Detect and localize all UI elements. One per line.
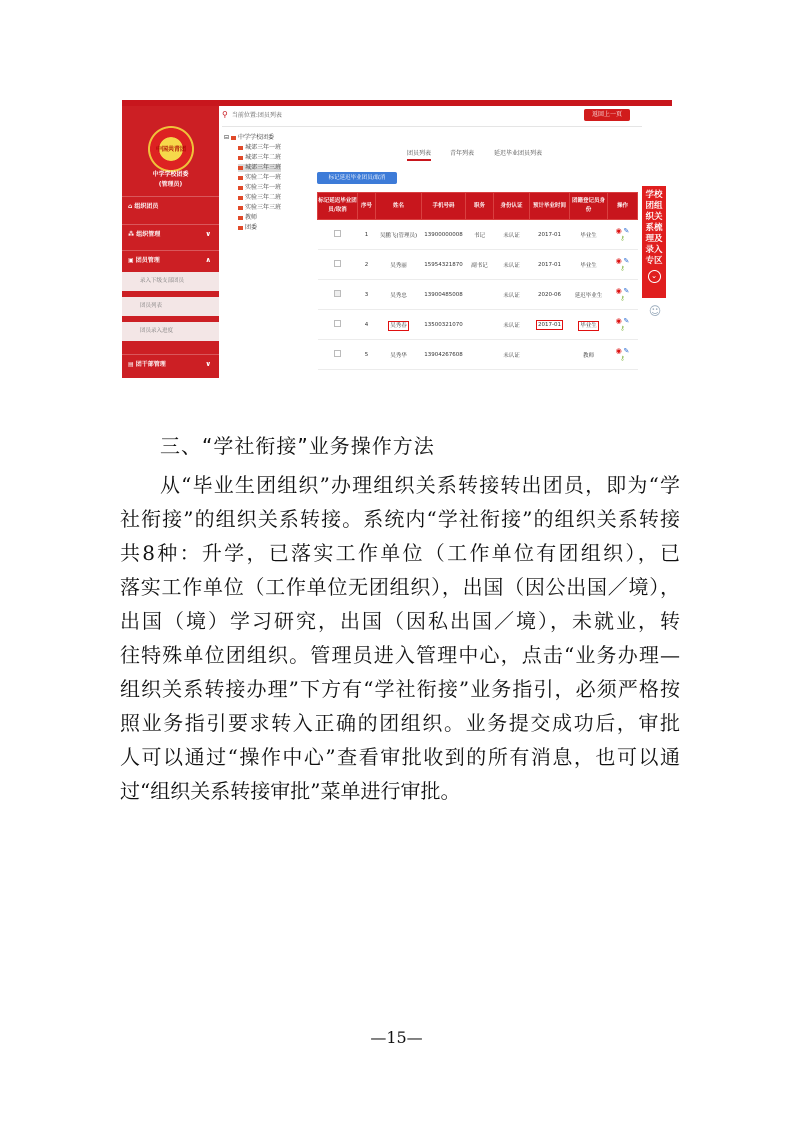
sidebar-bottom xyxy=(122,378,219,382)
tree-node-label: 实验三年三班 xyxy=(245,204,282,211)
special-zone-tab[interactable] xyxy=(642,186,666,298)
home-icon: ⌂ xyxy=(128,203,135,210)
chevron-down-icon: ∨ xyxy=(205,230,211,238)
view-icon[interactable]: ◉ xyxy=(615,227,622,235)
cell: 未认证 xyxy=(494,340,530,370)
location-pin-icon: ⚲ xyxy=(222,110,228,119)
cell: 13904267608 xyxy=(422,340,466,370)
cell: 延迟毕业生 xyxy=(570,280,608,310)
cell xyxy=(376,310,422,340)
table-header-row xyxy=(318,193,638,220)
folder-icon xyxy=(231,136,236,140)
cell: 15954321870 xyxy=(422,250,466,280)
row-actions xyxy=(608,220,638,250)
emblem-text: 中国共青团 xyxy=(155,146,186,153)
cell: 未认证 xyxy=(494,310,530,340)
col-header: 序号 xyxy=(358,193,376,220)
col-header: 预计毕业时间 xyxy=(530,193,570,220)
tree-node-label: 城郊三年二班 xyxy=(245,154,282,161)
tree-node[interactable] xyxy=(238,154,281,162)
cell: 2017-01 xyxy=(530,250,570,280)
view-icon[interactable]: ◉ xyxy=(615,287,622,295)
league-emblem-icon xyxy=(148,126,194,172)
section-heading: 三、“学社衔接”业务操作方法 xyxy=(160,434,435,458)
cell xyxy=(466,280,494,310)
folder-icon xyxy=(238,146,243,150)
cell xyxy=(466,340,494,370)
cell: 13900000008 xyxy=(422,220,466,250)
row-checkbox[interactable] xyxy=(318,310,358,340)
chevron-down-icon: ∨ xyxy=(205,360,211,368)
tree-node-root[interactable]: ⊟ 中学学校团委 xyxy=(224,134,274,141)
folder-icon xyxy=(238,216,243,220)
chevron-up-icon: ∧ xyxy=(205,256,211,264)
cell: 5 xyxy=(358,340,376,370)
col-header: 手机号码 xyxy=(422,193,466,220)
folder-icon xyxy=(238,206,243,210)
table-row xyxy=(318,250,638,280)
tree-node[interactable] xyxy=(238,144,281,152)
edit-icon[interactable]: ✎ xyxy=(623,347,630,355)
row-checkbox[interactable] xyxy=(318,340,358,370)
row-checkbox[interactable] xyxy=(318,280,358,310)
tree-node-label: 团委 xyxy=(245,224,258,231)
col-header: 标记延迟毕业团员/取消 xyxy=(318,193,358,220)
tree-node[interactable] xyxy=(238,214,257,222)
folder-icon xyxy=(238,226,243,230)
col-header: 职务 xyxy=(466,193,494,220)
paragraph-line: 往特殊单位团组织。管理员进入管理中心，点击“业务办理— xyxy=(120,643,680,667)
sidebar-item-cadre-manage[interactable] xyxy=(122,354,219,373)
col-header: 身份认证 xyxy=(494,193,530,220)
table-row xyxy=(318,280,638,310)
cell: 2017-01 xyxy=(530,220,570,250)
tab-member-list[interactable]: 团员列表 xyxy=(407,148,431,161)
key-icon[interactable]: ⚷ xyxy=(620,325,625,332)
checkbox-icon xyxy=(334,350,341,357)
key-icon[interactable]: ⚷ xyxy=(620,265,625,272)
sidebar-sub-member-list[interactable]: 团员列表 xyxy=(122,297,219,316)
right-tab-text: 理及 xyxy=(645,234,663,244)
paragraph-line: 照业务指引要求转入正确的团组织。业务提交成功后，审批 xyxy=(120,711,680,735)
sidebar-item-org-manage[interactable] xyxy=(122,224,219,243)
member-table xyxy=(317,192,638,370)
cell: 毕业生 xyxy=(570,220,608,250)
paragraph-line: 组织关系转接办理”下方有“学社衔接”业务指引，必须严格按 xyxy=(120,677,680,701)
row-checkbox[interactable] xyxy=(318,250,358,280)
paragraph-line: 出国（境）学习研究，出国（因私出国／境），未就业，转 xyxy=(120,609,680,633)
right-tab-text: 系梳 xyxy=(645,223,663,233)
cell: 吴鹏飞(管理员) xyxy=(376,220,422,250)
highlighted-identity: 毕业生 xyxy=(580,322,597,329)
cell: 13500321070 xyxy=(422,310,466,340)
page-number: —15— xyxy=(370,1028,423,1047)
cell: 2 xyxy=(358,250,376,280)
cell: 副书记 xyxy=(466,250,494,280)
view-icon[interactable]: ◉ xyxy=(615,317,622,325)
sidebar-sub-add-members[interactable]: 录入下级支部团员 xyxy=(122,272,219,291)
right-tab-text: 织关 xyxy=(645,212,663,222)
col-header: 操作 xyxy=(608,193,638,220)
checkbox-icon xyxy=(334,230,341,237)
tree-node[interactable] xyxy=(238,174,281,182)
tree-node[interactable] xyxy=(238,204,281,212)
tab-delayed-list[interactable]: 延迟毕业团员列表 xyxy=(494,150,543,157)
sidebar-item-member-manage[interactable] xyxy=(122,250,219,269)
highlighted-grad-date: 2017-01 xyxy=(538,321,561,328)
row-actions xyxy=(608,280,638,310)
paragraph-line: 共8种：升学，已落实工作单位（工作单位有团组织），已 xyxy=(120,541,680,565)
checkbox-icon xyxy=(334,320,341,327)
cell: 未认证 xyxy=(494,280,530,310)
cell: 3 xyxy=(358,280,376,310)
sidebar-sub-progress[interactable]: 团员录入进度 xyxy=(122,322,219,341)
highlighted-name: 吴秀春 xyxy=(390,322,407,329)
cell: 未认证 xyxy=(494,250,530,280)
tab-bar xyxy=(322,144,642,160)
cell: 书记 xyxy=(466,220,494,250)
paragraph-line: 从“毕业生团组织”办理组织关系转接转出团员，即为“学 xyxy=(160,473,680,497)
paragraph-line: 过“组织关系转接审批”菜单进行审批。 xyxy=(120,779,461,803)
location-text: 当前位置:团员列表 xyxy=(231,112,282,119)
org-name xyxy=(122,170,219,190)
paragraph-line: 人可以通过“操作中心”查看审批收到的所有消息，也可以通 xyxy=(120,745,680,769)
edit-icon[interactable]: ✎ xyxy=(623,317,630,325)
row-actions xyxy=(608,250,638,280)
key-icon[interactable]: ⚷ xyxy=(620,235,625,242)
tree-node-label: 城郊三年一班 xyxy=(245,144,282,151)
body-paragraph xyxy=(120,468,680,808)
paragraph-line: 落实工作单位（工作单位无团组织），出国（因公出国／境）， xyxy=(120,575,680,599)
tree-node-label: 实验三年二班 xyxy=(245,194,282,201)
table-row xyxy=(318,310,638,340)
cell: 教师 xyxy=(570,340,608,370)
org-icon: ⁂ xyxy=(128,231,137,238)
people-icon[interactable]: ☺ xyxy=(648,304,662,318)
folder-icon xyxy=(238,186,243,190)
folder-icon xyxy=(238,166,243,170)
row-checkbox[interactable] xyxy=(318,220,358,250)
cell: 13900485008 xyxy=(422,280,466,310)
tree-node-label: 城郊三年三班 xyxy=(245,164,282,171)
tab-youth-list[interactable]: 青年列表 xyxy=(450,150,475,157)
cell: 吴秀忠 xyxy=(376,280,422,310)
view-icon[interactable]: ◉ xyxy=(615,257,622,265)
sidebar xyxy=(122,106,219,382)
user-icon: ▣ xyxy=(128,257,136,264)
edit-icon[interactable]: ✎ xyxy=(623,287,630,295)
sidebar-item-members[interactable] xyxy=(122,196,219,215)
key-icon[interactable]: ⚷ xyxy=(620,355,625,362)
sidebar-item-label: 组织团员 xyxy=(134,203,159,210)
right-tab-text: 专区 xyxy=(645,256,663,266)
tree-node-label: 实验三年一班 xyxy=(245,184,282,191)
table-row xyxy=(318,220,638,250)
folder-icon xyxy=(238,176,243,180)
checkbox-icon xyxy=(334,260,341,267)
cell: 未认证 xyxy=(494,220,530,250)
tree-node-selected[interactable] xyxy=(238,164,281,172)
back-button[interactable]: 返回上一页 xyxy=(584,109,630,121)
view-icon[interactable]: ◉ xyxy=(615,347,622,355)
sidebar-item-label: 团员管理 xyxy=(135,257,160,264)
sidebar-item-label: 团干部管理 xyxy=(135,361,166,368)
row-actions xyxy=(608,310,638,340)
embedded-screenshot xyxy=(122,100,672,382)
key-icon[interactable]: ⚷ xyxy=(620,295,625,302)
chevron-down-icon: ⌄ xyxy=(648,270,661,283)
cadre-icon: ▤ xyxy=(128,361,136,368)
cell: 2020-06 xyxy=(530,280,570,310)
folder-icon xyxy=(238,196,243,200)
edit-icon[interactable]: ✎ xyxy=(623,257,630,265)
paragraph-line: 社衔接”的组织关系转接。系统内“学社衔接”的组织关系转接 xyxy=(120,507,680,531)
checkbox-icon xyxy=(334,290,341,297)
cell xyxy=(530,310,570,340)
tree-node-label: 中学学校团委 xyxy=(237,134,274,141)
org-name-line2: (管理员) xyxy=(158,181,183,188)
cell: 1 xyxy=(358,220,376,250)
right-tab-text: 录入 xyxy=(645,245,663,255)
divider xyxy=(222,126,642,127)
mark-delayed-button[interactable]: 标记延迟毕业团员/取消 xyxy=(317,172,397,184)
breadcrumb xyxy=(222,106,642,124)
cell: 吴秀丽 xyxy=(376,250,422,280)
folder-icon xyxy=(238,156,243,160)
right-tab-text: 团组 xyxy=(645,201,663,211)
tree-node-label: 实验二年一班 xyxy=(245,174,282,181)
edit-icon[interactable]: ✎ xyxy=(623,227,630,235)
col-header: 团籍登记员身份 xyxy=(570,193,608,220)
sidebar-item-label: 组织管理 xyxy=(136,231,161,238)
org-name-line1: 中学学校团委 xyxy=(152,171,189,178)
row-actions xyxy=(608,340,638,370)
tree-node[interactable] xyxy=(238,184,281,192)
right-tab-text: 学校 xyxy=(645,190,663,200)
table-row xyxy=(318,340,638,370)
tree-node-label: 教师 xyxy=(245,214,258,221)
col-header: 姓名 xyxy=(376,193,422,220)
cell xyxy=(530,340,570,370)
cell: 毕业生 xyxy=(570,250,608,280)
tree-node[interactable] xyxy=(238,224,257,232)
tree-node[interactable] xyxy=(238,194,281,202)
cell xyxy=(570,310,608,340)
cell: 吴秀华 xyxy=(376,340,422,370)
cell: 4 xyxy=(358,310,376,340)
cell xyxy=(466,310,494,340)
